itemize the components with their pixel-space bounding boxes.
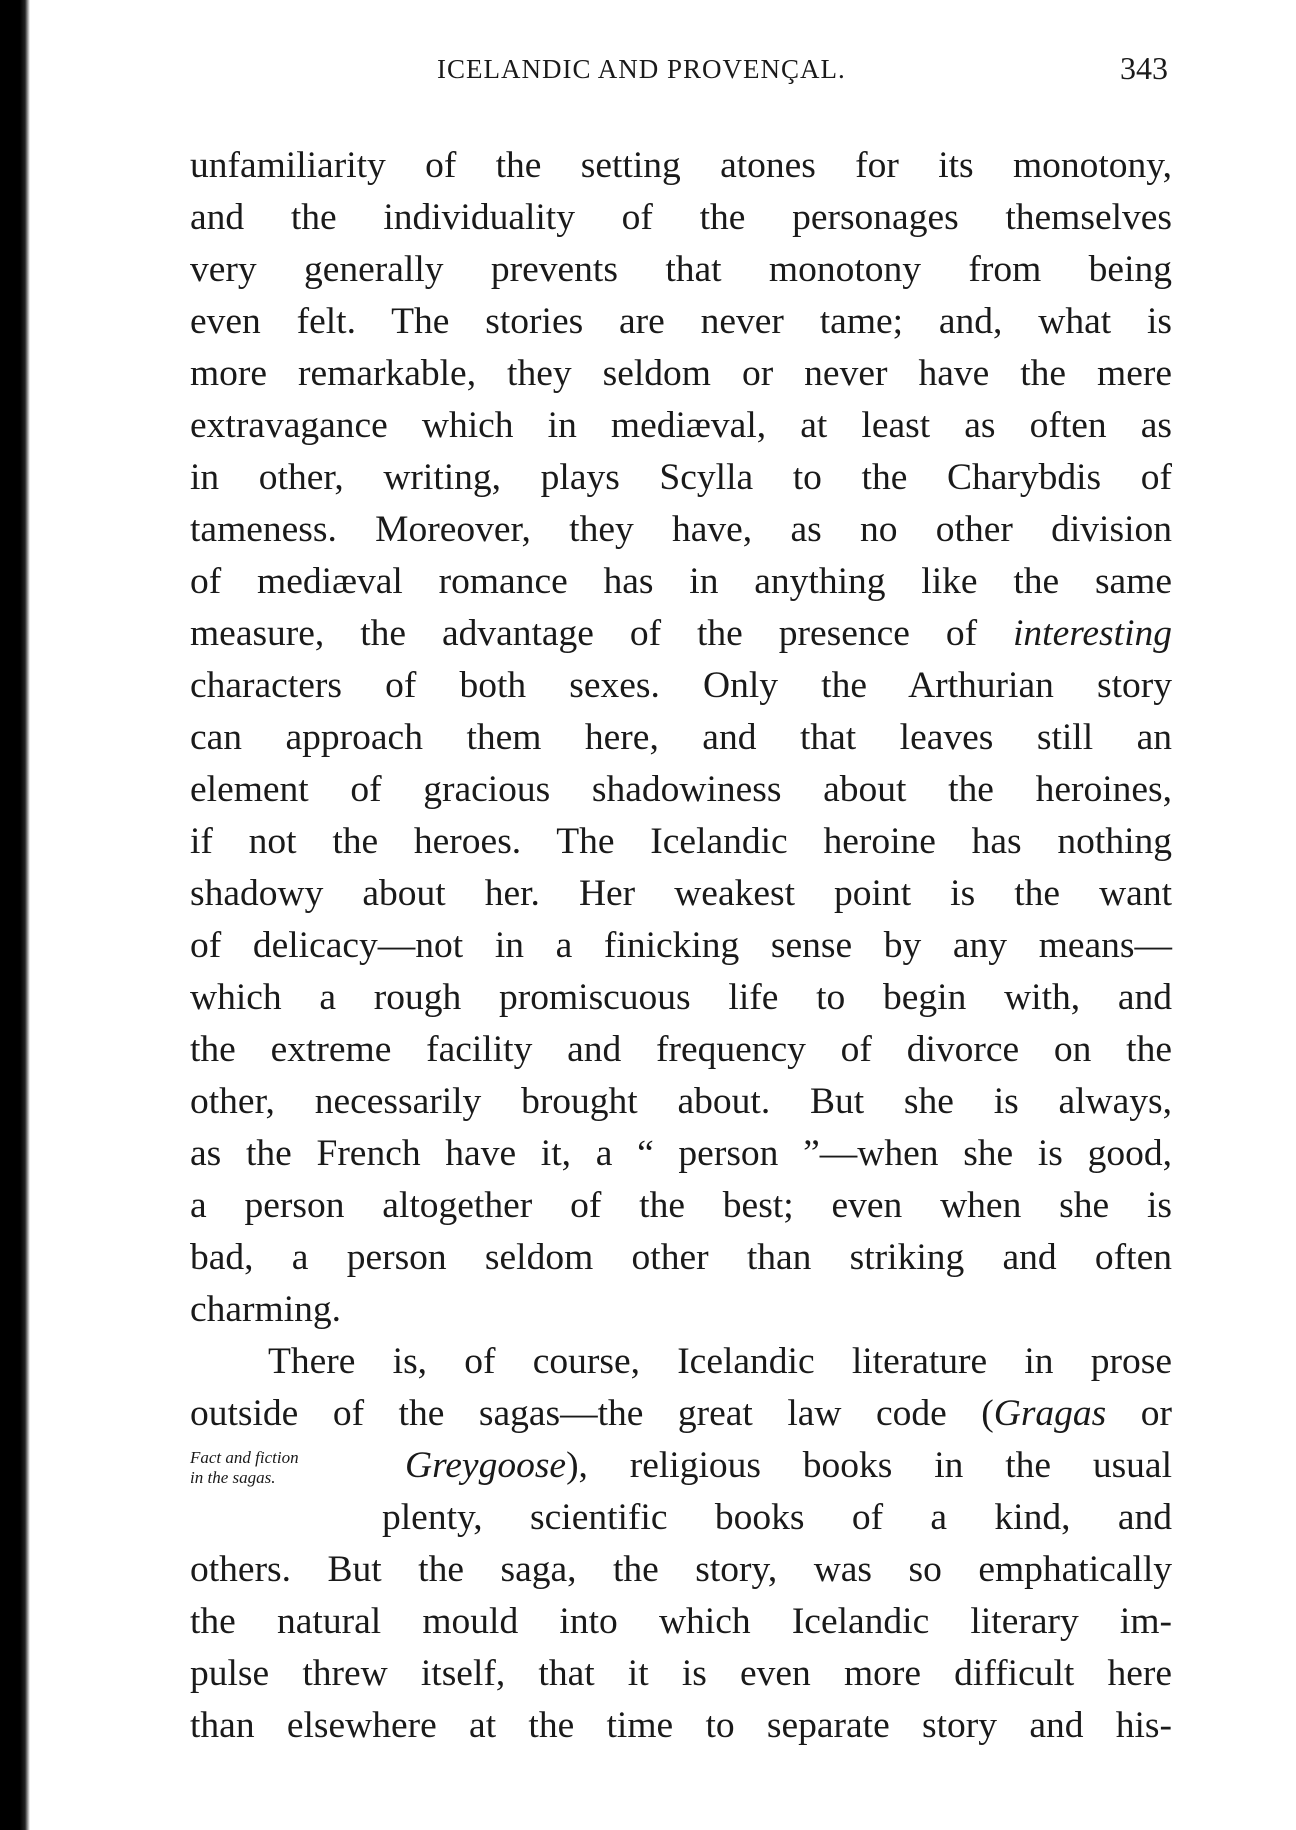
text-line (190, 608, 1172, 660)
text-fragment: or (1106, 1393, 1172, 1434)
page-number: 343 (1120, 50, 1168, 86)
text-line: more remarkable, they seldom or never have the mere (190, 353, 1172, 394)
text-line: shadowy about her. Her weakest point is the want (190, 873, 1172, 914)
text-line: than elsewhere at the time to separate story and his- (190, 1705, 1172, 1746)
text-fragment: outside of the sagas—the great law code ( (190, 1393, 994, 1434)
page-header (190, 50, 1190, 114)
text-line: other, necessarily brought about. But she is always, (190, 1081, 1172, 1122)
text-line: which a rough promiscuous life to begin with, and (190, 977, 1172, 1018)
text-line: plenty, scientific books of a kind, and (382, 1497, 1172, 1538)
text-line: pulse threw itself, that it is even more difficult here (190, 1653, 1172, 1694)
text-line: in other, writing, plays Scylla to the Charybdis of (190, 457, 1172, 498)
book-spine-shadow (0, 0, 30, 1830)
text-line: unfamiliarity of the setting atones for its monotony, (190, 145, 1172, 186)
text-line: the extreme facility and frequency of divorce on the (190, 1029, 1172, 1070)
text-line: if not the heroes. The Icelandic heroine has nothing (190, 821, 1172, 862)
text-line: charming. (190, 1289, 341, 1330)
text-line: bad, a person seldom other than striking and often (190, 1237, 1172, 1278)
text-fragment-wrap (190, 1445, 1172, 1486)
margin-note-line: in the sagas. (190, 1468, 276, 1487)
text-line: element of gracious shadowiness about the heroines, (190, 769, 1172, 810)
text-line: as the French have it, a “ person ”—when she is good, (190, 1133, 1172, 1174)
text-line: can approach them here, and that leaves still an (190, 717, 1172, 758)
text-line: tameness. Moreover, they have, as no other division (190, 509, 1172, 550)
italic-word: Greygoose (405, 1445, 567, 1486)
text-line (190, 1440, 1172, 1492)
italic-word: interesting (1012, 613, 1172, 654)
text-line: of mediæval romance has in anything like the same (190, 561, 1172, 602)
page-body (190, 140, 1172, 1752)
running-head: ICELANDIC AND PROVENÇAL. (437, 54, 846, 84)
text-line: the natural mould into which Icelandic literary im- (190, 1601, 1172, 1642)
text-line (190, 1388, 1172, 1440)
text-line: There is, of course, Icelandic literature in prose (268, 1341, 1172, 1382)
text-line: extravagance which in mediæval, at least as often as (190, 405, 1172, 446)
text-line: and the individuality of the personages themselves (190, 197, 1172, 238)
text-line: very generally prevents that monotony from being (190, 249, 1172, 290)
text-fragment: measure, the advantage of the presence of (190, 613, 978, 654)
text-line: of delicacy—not in a finicking sense by any means— (190, 925, 1172, 966)
text-line: others. But the saga, the story, was so emphatically (190, 1549, 1172, 1590)
text-line: characters of both sexes. Only the Arthurian story (190, 665, 1172, 706)
text-line: even felt. The stories are never tame; and, what is (190, 301, 1172, 342)
margin-note-line: Fact and fiction (190, 1448, 299, 1467)
margin-note (190, 1448, 299, 1488)
italic-word: Gragas (993, 1393, 1107, 1434)
text-fragment: ), religious books in the usual (566, 1445, 1172, 1486)
text-line: a person altogether of the best; even when she is (190, 1185, 1172, 1226)
